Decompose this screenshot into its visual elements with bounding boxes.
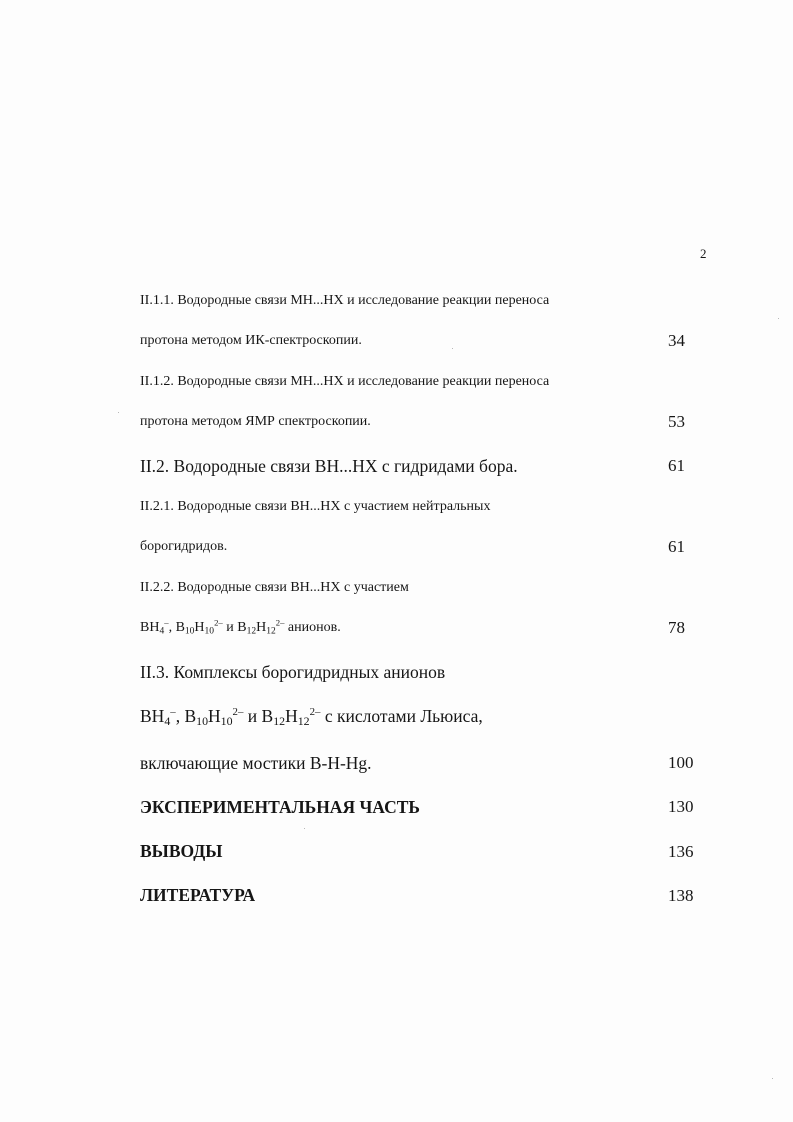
toc-entry-2-1-1-line1: II.1.1. Водородные связи МН...НХ и исследование реакции переноса <box>140 293 550 308</box>
formula-superscript: – <box>164 617 169 628</box>
formula-text: B <box>175 620 185 635</box>
formula-subscript: 12 <box>246 626 257 637</box>
toc-entry-2-3-line3: включающие мостики В-Н-Hg. <box>140 753 372 773</box>
formula-text: B <box>261 706 274 726</box>
formula-subscript: 10 <box>204 626 215 637</box>
formula-text: H <box>256 620 267 635</box>
toc-entry-literature-page: 138 <box>668 886 694 905</box>
formula-superscript: 2– <box>232 705 244 718</box>
toc-entry-2-3-page: 100 <box>668 753 694 772</box>
toc-entry-2-1-1-line2: протона методом ИК-спектроскопии. <box>140 333 362 348</box>
toc-entry-2-1-1-page: 34 <box>668 331 685 350</box>
formula-text: BH <box>140 706 165 726</box>
formula-text: B <box>184 706 197 726</box>
scan-speck <box>452 348 453 349</box>
formula-text: H <box>285 706 298 726</box>
formula-text: BH <box>140 620 160 635</box>
toc-entry-2-1-2-line2: протона методом ЯМР спектроскопии. <box>140 414 371 429</box>
toc-entry-2-2-1-line1: II.2.1. Водородные связи ВН...НХ с участием нейтральных <box>140 499 491 514</box>
formula-subscript: 4 <box>164 713 171 728</box>
page-number: 2 <box>700 246 707 261</box>
scan-speck <box>772 1078 773 1079</box>
toc-entry-experimental-page: 130 <box>668 797 694 816</box>
scan-speck <box>118 412 119 413</box>
toc-entry-2-2-1-line2: борогидридов. <box>140 539 228 554</box>
formula-text: H <box>194 620 205 635</box>
toc-entry-2-3-formula <box>140 706 483 727</box>
toc-entry-2-1-2-page: 53 <box>668 412 685 431</box>
toc-entry-2-2-2-page: 78 <box>668 618 685 637</box>
toc-entry-2-2-2-formula <box>140 617 341 637</box>
toc-entry-literature-title: ЛИТЕРАТУРА <box>140 885 256 905</box>
formula-subscript: 10 <box>184 626 195 637</box>
toc-entry-conclusions-page: 136 <box>668 842 694 861</box>
scan-speck <box>778 318 779 319</box>
formula-superscript: 2– <box>214 617 223 628</box>
formula-superscript: 2– <box>309 705 321 718</box>
formula-text: и <box>222 620 238 635</box>
formula-text: , <box>168 620 176 635</box>
formula-superscript: – <box>170 705 176 718</box>
formula-subscript: 4 <box>159 626 165 637</box>
toc-entry-conclusions-title: ВЫВОДЫ <box>140 841 223 861</box>
toc-entry-2-2-1-page: 61 <box>668 537 685 556</box>
formula-text: H <box>208 706 221 726</box>
formula-text: и <box>243 706 262 726</box>
formula-subscript: 12 <box>273 713 286 728</box>
formula-subscript: 10 <box>196 713 209 728</box>
toc-entry-2-2-2-line1: II.2.2. Водородные связи ВН...НХ с участием <box>140 580 409 595</box>
formula-subscript: 12 <box>266 626 276 637</box>
toc-entry-2-2-title: II.2. Водородные связи ВН...НХ с гидридами бора. <box>140 456 518 476</box>
formula-text: , <box>175 706 185 726</box>
formula-text: с кислотами Льюиса, <box>320 706 483 726</box>
toc-entry-2-3-line1: II.3. Комплексы борогидридных анионов <box>140 662 446 682</box>
toc-entry-experimental-title: ЭКСПЕРИМЕНТАЛЬНАЯ ЧАСТЬ <box>140 797 420 817</box>
formula-text: B <box>237 620 247 635</box>
formula-text: анионов. <box>284 620 341 635</box>
toc-entry-2-2-page: 61 <box>668 456 685 475</box>
formula-subscript: 12 <box>297 713 310 728</box>
formula-superscript: 2– <box>275 617 285 628</box>
toc-entry-2-1-2-line1: II.1.2. Водородные связи МН...НХ и исследование реакции переноса <box>140 374 550 389</box>
formula-subscript: 10 <box>220 713 233 728</box>
scan-speck <box>304 828 305 829</box>
